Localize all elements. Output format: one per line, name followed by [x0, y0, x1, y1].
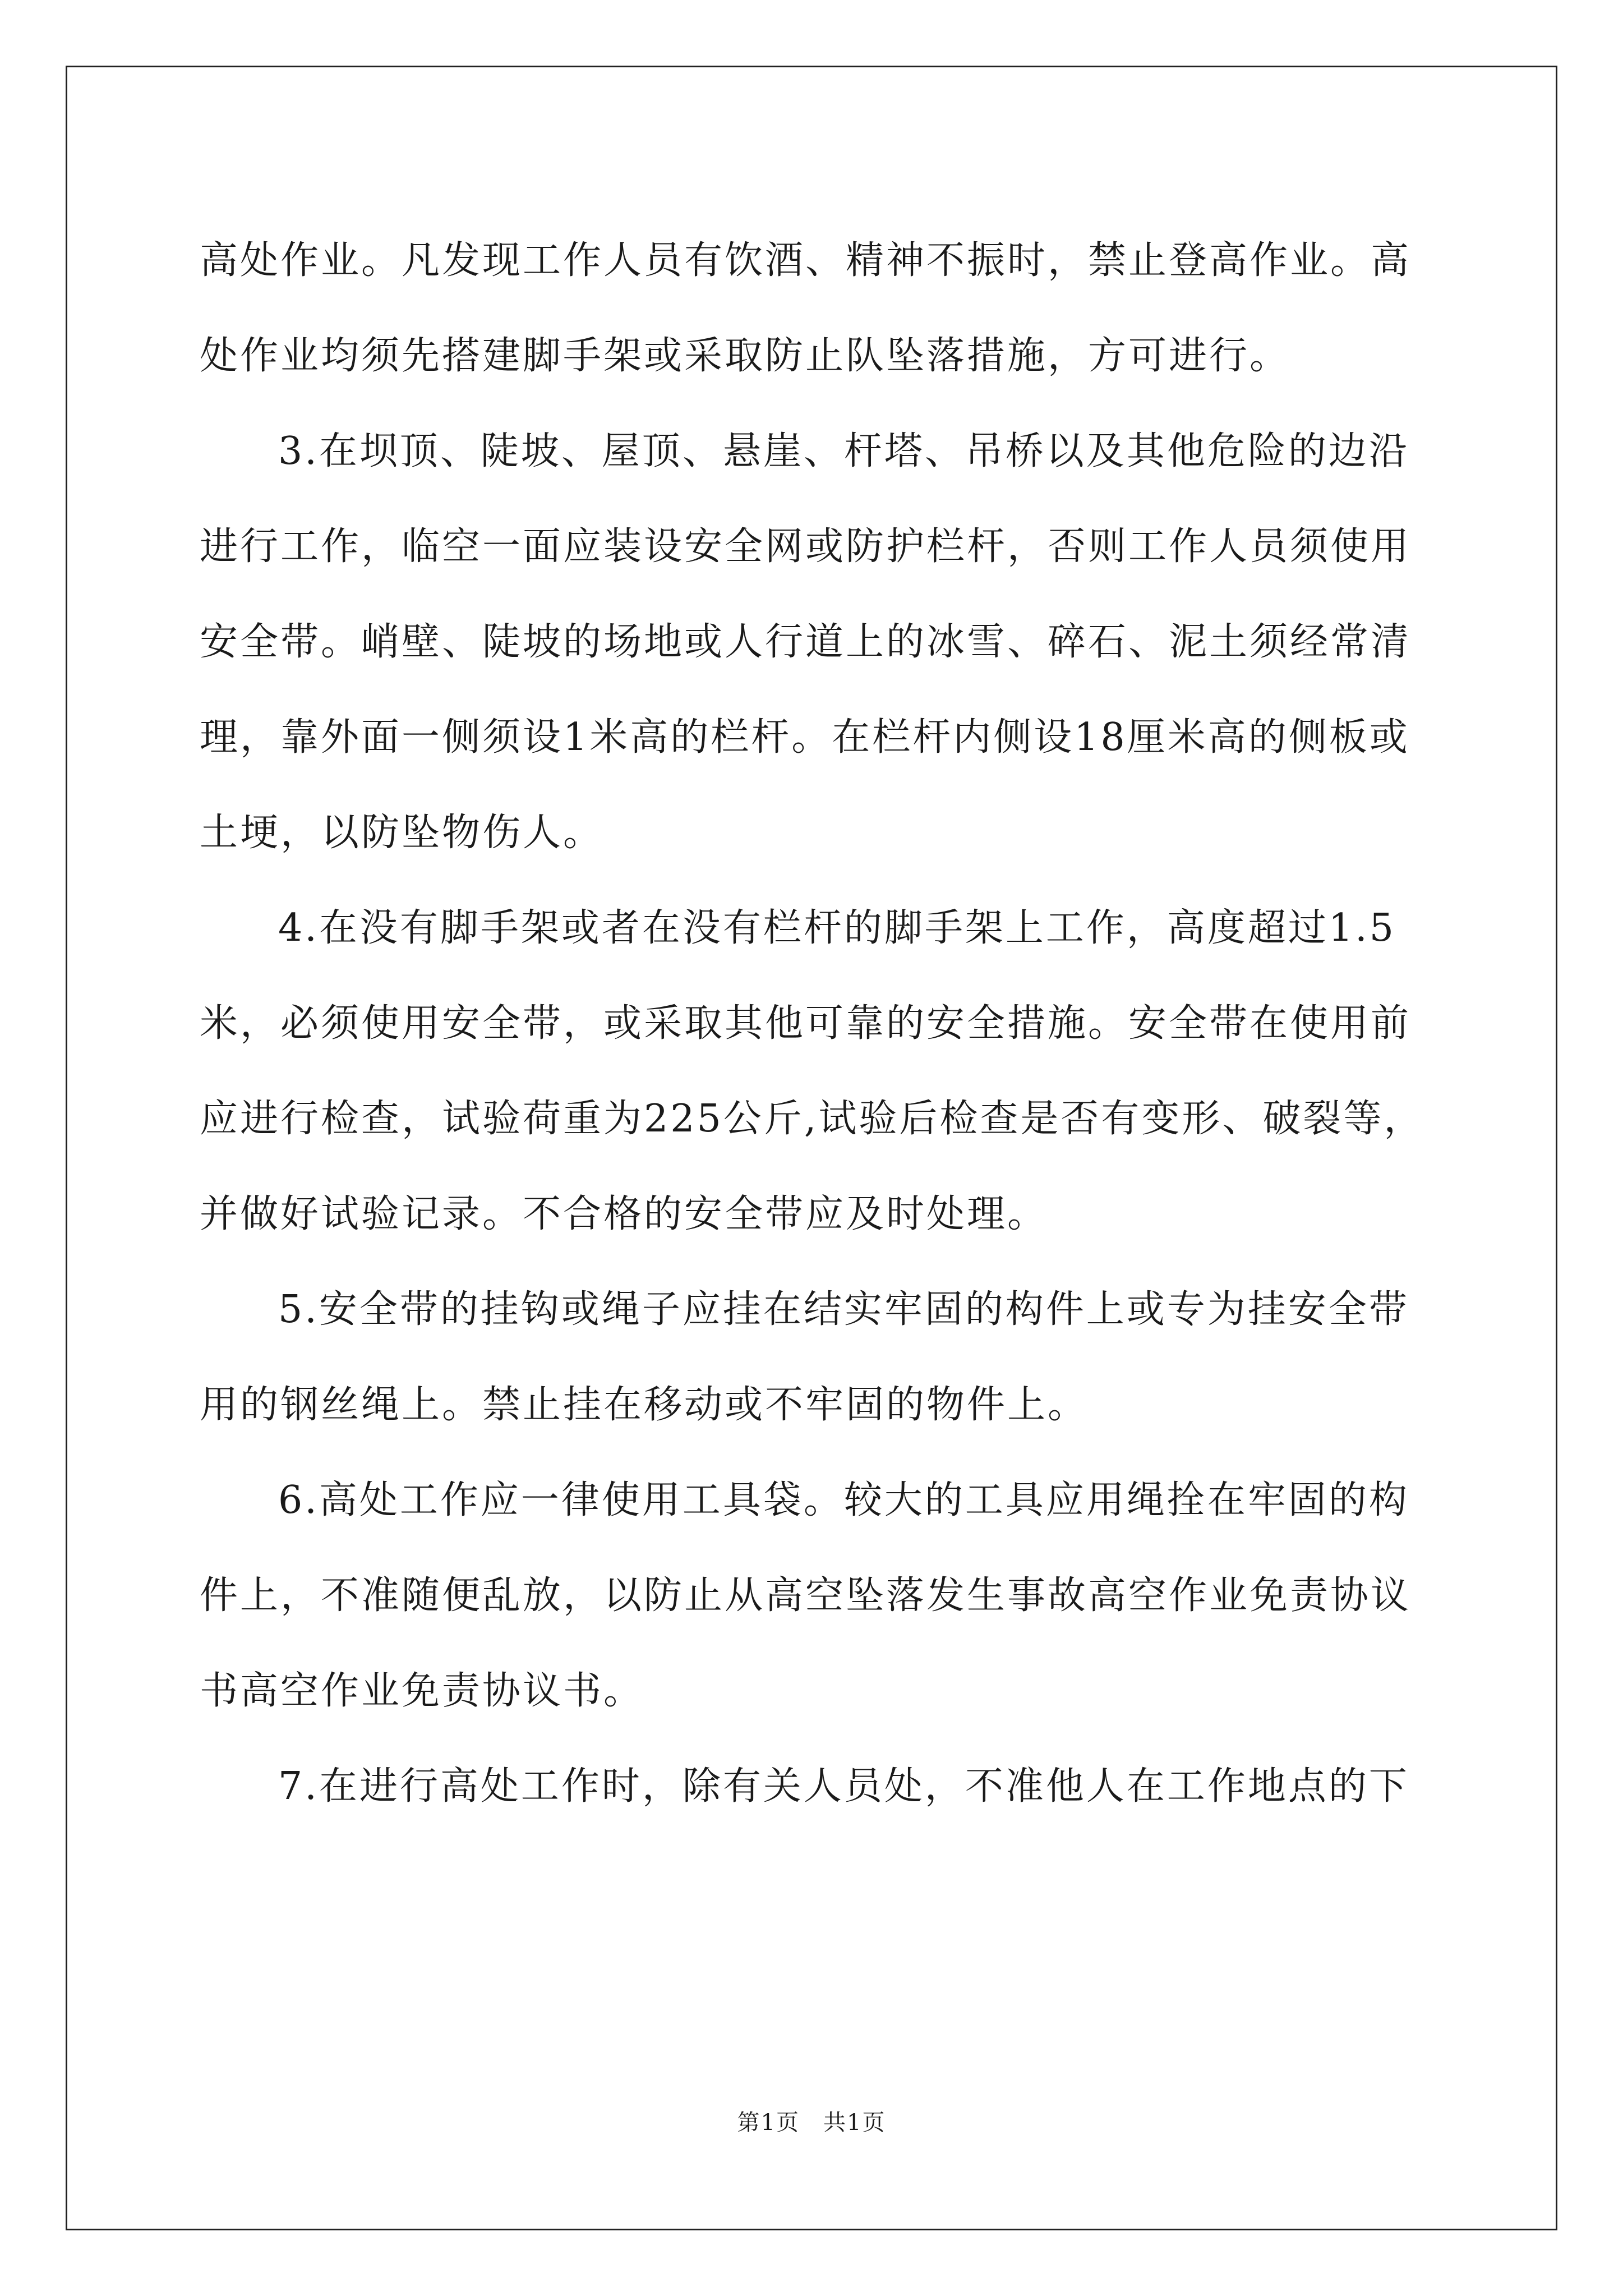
paragraph-item-6: 6.高处工作应一律使用工具袋。较大的工具应用绳拴在牢固的构件上，不准随便乱放，以防止从高空坠落发生事故高空作业免责协议书高空作业免责协议书。 — [200, 1478, 1412, 1713]
document-body — [200, 213, 1433, 1834]
page-number-footer: 第1页 共1页 — [737, 2110, 886, 2136]
paragraph-continuation: 高处作业。凡发现工作人员有饮酒、精神不振时，禁止登高作业。高处作业均须先搭建脚手架或采取防止队坠落措施，方可进行。 — [200, 238, 1412, 378]
paragraph-item-4: 4.在没有脚手架或者在没有栏杆的脚手架上工作，高度超过1.5米，必须使用安全带，或采取其他可靠的安全措施。安全带在使用前应进行检查，试验荷重为225公斤,试验后检查是否有变形、破裂等，并做好试验记录。不合格的安全带应及时处理。 — [200, 906, 1424, 1236]
paragraph-item-7: 7.在进行高处工作时，除有关人员处，不准他人在工作地点的下 — [278, 1764, 1409, 1809]
paragraph-item-5: 5.安全带的挂钩或绳子应挂在结实牢固的构件上或专为挂安全带用的钢丝绳上。禁止挂在移动或不牢固的物件上。 — [200, 1287, 1409, 1427]
paragraph-item-3: 3.在坝顶、陡坡、屋顶、悬崖、杆塔、吊桥以及其他危险的边沿进行工作，临空一面应装设安全网或防护栏杆，否则工作人员须使用安全带。峭壁、陡坡的场地或人行道上的冰雪、碎石、泥土须经常清理，靠外面一侧须设1米高的栏杆。在栏杆内侧设18厘米高的侧板或土埂，以防坠物伤人。 — [200, 429, 1412, 855]
